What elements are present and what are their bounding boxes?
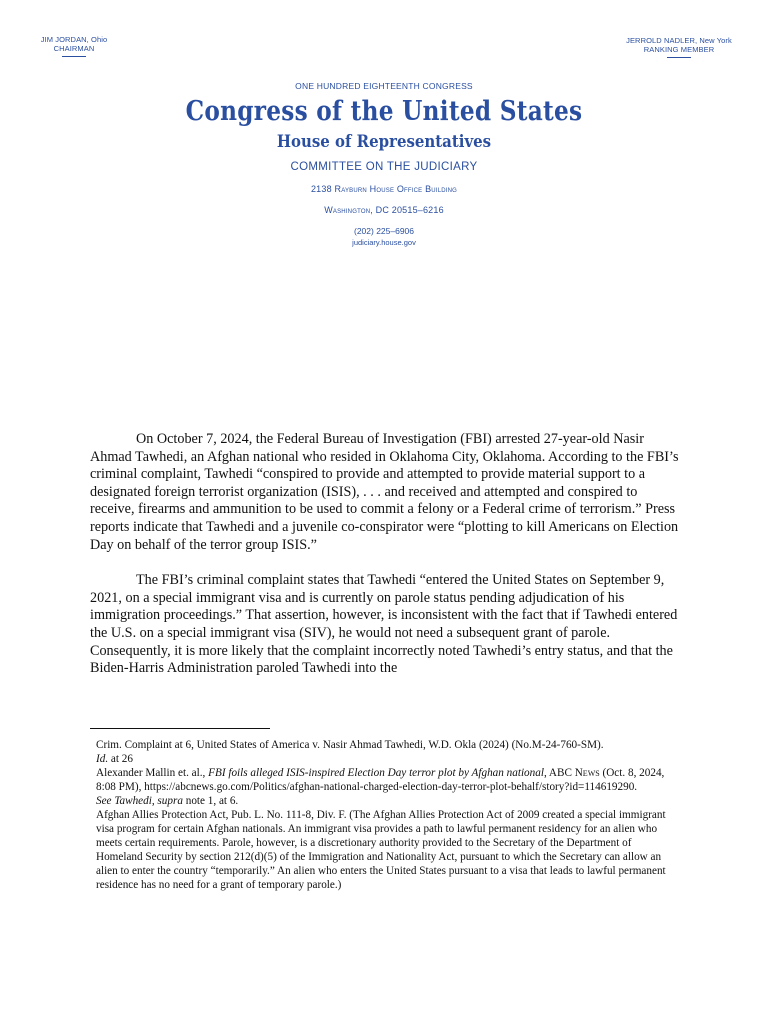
house-title: House of Representatives <box>276 132 492 152</box>
body-paragraph-1: On October 7, 2024, the Federal Bureau of Investigation (FBI) arrested 27-year-old Nasir Ahmad Tawhedi, an Afghan national who resided in Oklahoma City, Oklahoma. According to the FBI’s criminal complaint, Tawhedi “conspired to provide and attempted to provide material support to a designated foreign terrorist organization (ISIS), . . . and received and attempted and conspired to receive, firearms and ammunition to be used to commit a felony or a Federal crime of terrorism.” Press reports indicate that Tawhedi and a juvenile co-conspirator were “plotting to kill Americans on Election Day on behalf of the terror group ISIS.” <box>90 431 679 553</box>
footnote-1: Crim. Complaint at 6, United States of America v. Nasir Ahmad Tawhedi, W.D. Okla (2024) (No.M-24-760-SM). <box>96 739 604 751</box>
ranking-member-title: RANKING MEMBER <box>643 45 715 54</box>
footnote-3-author: Alexander Mallin et. al., <box>96 767 209 779</box>
congress-title: Congress of the United States <box>185 96 583 127</box>
chairman-name: JIM JORDAN, Ohio <box>40 35 108 44</box>
chairman-rule <box>62 56 86 57</box>
committee-name: COMMITTEE ON THE JUDICIARY <box>290 161 478 173</box>
footnote-2 <box>90 752 680 766</box>
ranking-member-rule <box>667 57 691 58</box>
chairman-title: CHAIRMAN <box>53 44 95 53</box>
website: judiciary.house.gov <box>352 238 416 247</box>
footnotes <box>90 738 680 892</box>
address-line-2: Washington, DC 20515–6216 <box>324 205 444 215</box>
phone-number: (202) 225–6906 <box>353 226 415 236</box>
footnote-5: Afghan Allies Protection Act, Pub. L. No. 111-8, Div. F. (The Afghan Allies Protection Act of 2009 created a special immigrant visa program for certain Afghan nationals. An immigrant visa provides a path to lawful permanent residency for an alien who meets certain requirements. Parole, however, is a discretionary authority provided to the Secretary of the Department of Homeland Security by section 212(d)(5) of the Immigration and Nationality Act, pursuant to which the Secretary can allow an alien to enter the country “temporarily.” An alien who enters the United States pursuant to a visa that leads to lawful permanent residence has no need for a grant of temporary parole.) <box>96 809 666 891</box>
footnote-2-id: Id. <box>96 753 109 765</box>
letter-body <box>90 431 680 696</box>
footnote-3-text: (Oct. 8, 2024, 8:08 PM), https://abcnews.go.com/Politics/afghan-national-charged-election-day-terror-plot-behalf/story?id=114619290. <box>96 767 665 793</box>
ranking-member-block <box>620 36 738 58</box>
body-paragraph-2: The FBI’s criminal complaint states that Tawhedi “entered the United States on September 9, 2021, on a special immigrant visa and is currently on parole status pending adjudication of his immigration proceedings.” That assertion, however, is inconsistent with the fact that if Tawhedi entered the U.S. on a special immigrant visa (SIV), he would not need a subsequent grant of parole. Consequently, it is more likely that the complaint incorrectly noted Tawhedi’s entry status, and that the Biden-Harris Administration paroled Tawhedi into the <box>90 572 678 677</box>
footnote-4 <box>90 794 680 808</box>
footnote-4-text: note 1, at 6. <box>182 795 239 807</box>
congress-number: ONE HUNDRED EIGHTEENTH CONGRESS <box>295 81 473 91</box>
footnote-3-title: FBI foils alleged ISIS-inspired Election Day terror plot by Afghan national <box>208 767 544 779</box>
footnote-4-cite: See Tawhedi, supra <box>96 795 183 807</box>
footnote-separator <box>90 728 270 729</box>
footnote-3 <box>90 766 680 794</box>
ranking-member-name: JERROLD NADLER, New York <box>626 36 732 45</box>
chairman-block <box>36 35 112 57</box>
address-line-1: 2138 Rayburn House Office Building <box>310 184 458 194</box>
footnote-3-source: , ABC News <box>543 767 600 779</box>
footnote-2-text: at 26 <box>108 753 133 765</box>
